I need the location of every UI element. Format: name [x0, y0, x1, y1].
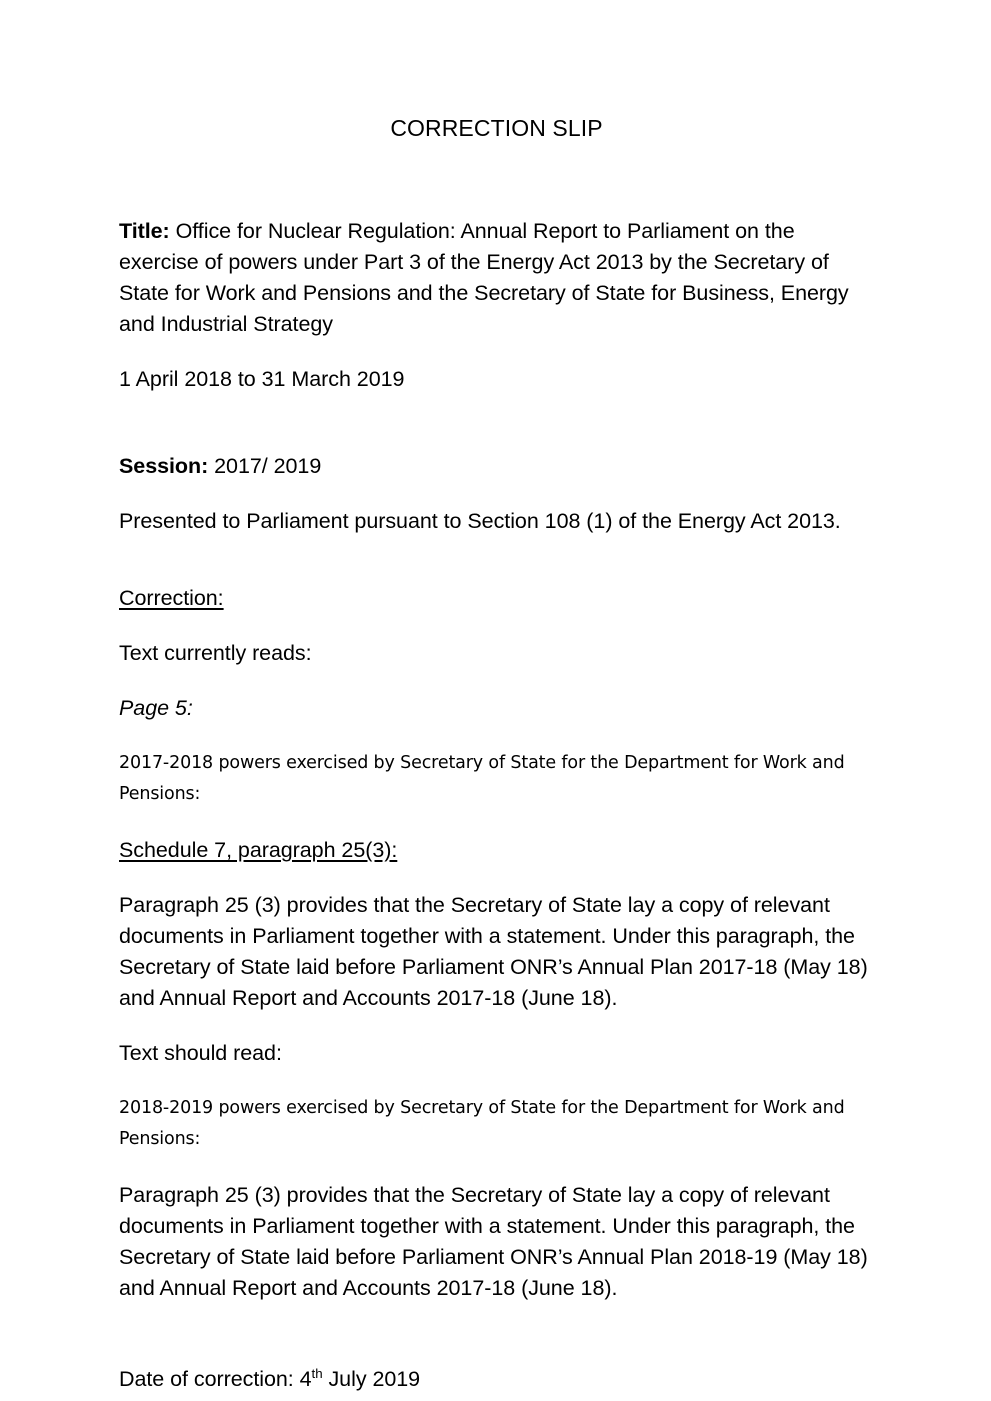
correction-heading: Correction:: [119, 585, 224, 610]
date-ordinal-suffix: th: [311, 1365, 323, 1381]
current-paragraph: Paragraph 25 (3) provides that the Secretary of State lay a copy of relevant documents in Parliament together with a statement. Under this paragraph, the Secretary of State laid before Parliament ONR’s Annual Plan 2017-18 (May 18) and Annual Report and Accounts 2017-18 (June 18).: [119, 892, 868, 1010]
page-reference-row: [119, 693, 874, 724]
spacer: [119, 1014, 874, 1038]
spacer: [119, 866, 874, 890]
page-title: CORRECTION SLIP: [390, 115, 603, 141]
schedule-heading-row: [119, 835, 874, 866]
schedule-heading: Schedule 7, paragraph 25(3):: [119, 837, 398, 862]
title-text: Office for Nuclear Regulation: Annual Report to Parliament on the exercise of powers under Part 3 of the Energy Act 2013 by the Secretary of State for Work and Pensions and the Secretary of State for Business, Energy and Industrial Strategy: [119, 218, 849, 336]
presented-to-parliament: Presented to Parliament pursuant to Section 108 (1) of the Energy Act 2013.: [119, 508, 841, 533]
spacer: [119, 669, 874, 693]
spacer: [119, 340, 874, 364]
spacer: [119, 143, 874, 216]
spacer: [119, 1156, 874, 1180]
spacer: [119, 1304, 874, 1364]
text-currently-reads-label: Text currently reads:: [119, 640, 312, 665]
title-block: [119, 216, 874, 340]
spacer: [119, 811, 874, 835]
title-label: Title:: [119, 218, 170, 243]
correction-heading-row: [119, 583, 874, 614]
document-body: [119, 0, 874, 1395]
spacer: [119, 537, 874, 583]
date-of-correction: [119, 1364, 874, 1395]
session-value: 2017/ 2019: [208, 453, 322, 478]
page-reference: Page 5:: [119, 695, 193, 720]
session-label: Session:: [119, 453, 209, 478]
spacer: [119, 724, 874, 748]
corrected-paragraph: Paragraph 25 (3) provides that the Secretary of State lay a copy of relevant documents in Parliament together with a statement. Under this paragraph, the Secretary of State laid before Parliament ONR’s Annual Plan 2018-19 (May 18) and Annual Report and Accounts 2017-18 (June 18).: [119, 1182, 868, 1300]
current-powers-line: 2017-2018 powers exercised by Secretary of State for the Department for Work and Pensions:: [119, 752, 845, 805]
spacer: [119, 614, 874, 638]
spacer: [119, 482, 874, 506]
corrected-powers-line: 2018-2019 powers exercised by Secretary of State for the Department for Work and Pensions:: [119, 1097, 845, 1150]
session-block: [119, 451, 874, 482]
spacer: [119, 395, 874, 451]
spacer: [119, 1069, 874, 1093]
text-should-read-label: Text should read:: [119, 1040, 282, 1065]
date-rest: July 2019: [322, 1366, 421, 1391]
date-label: Date of correction: 4: [119, 1366, 312, 1391]
reporting-period: 1 April 2018 to 31 March 2019: [119, 366, 405, 391]
